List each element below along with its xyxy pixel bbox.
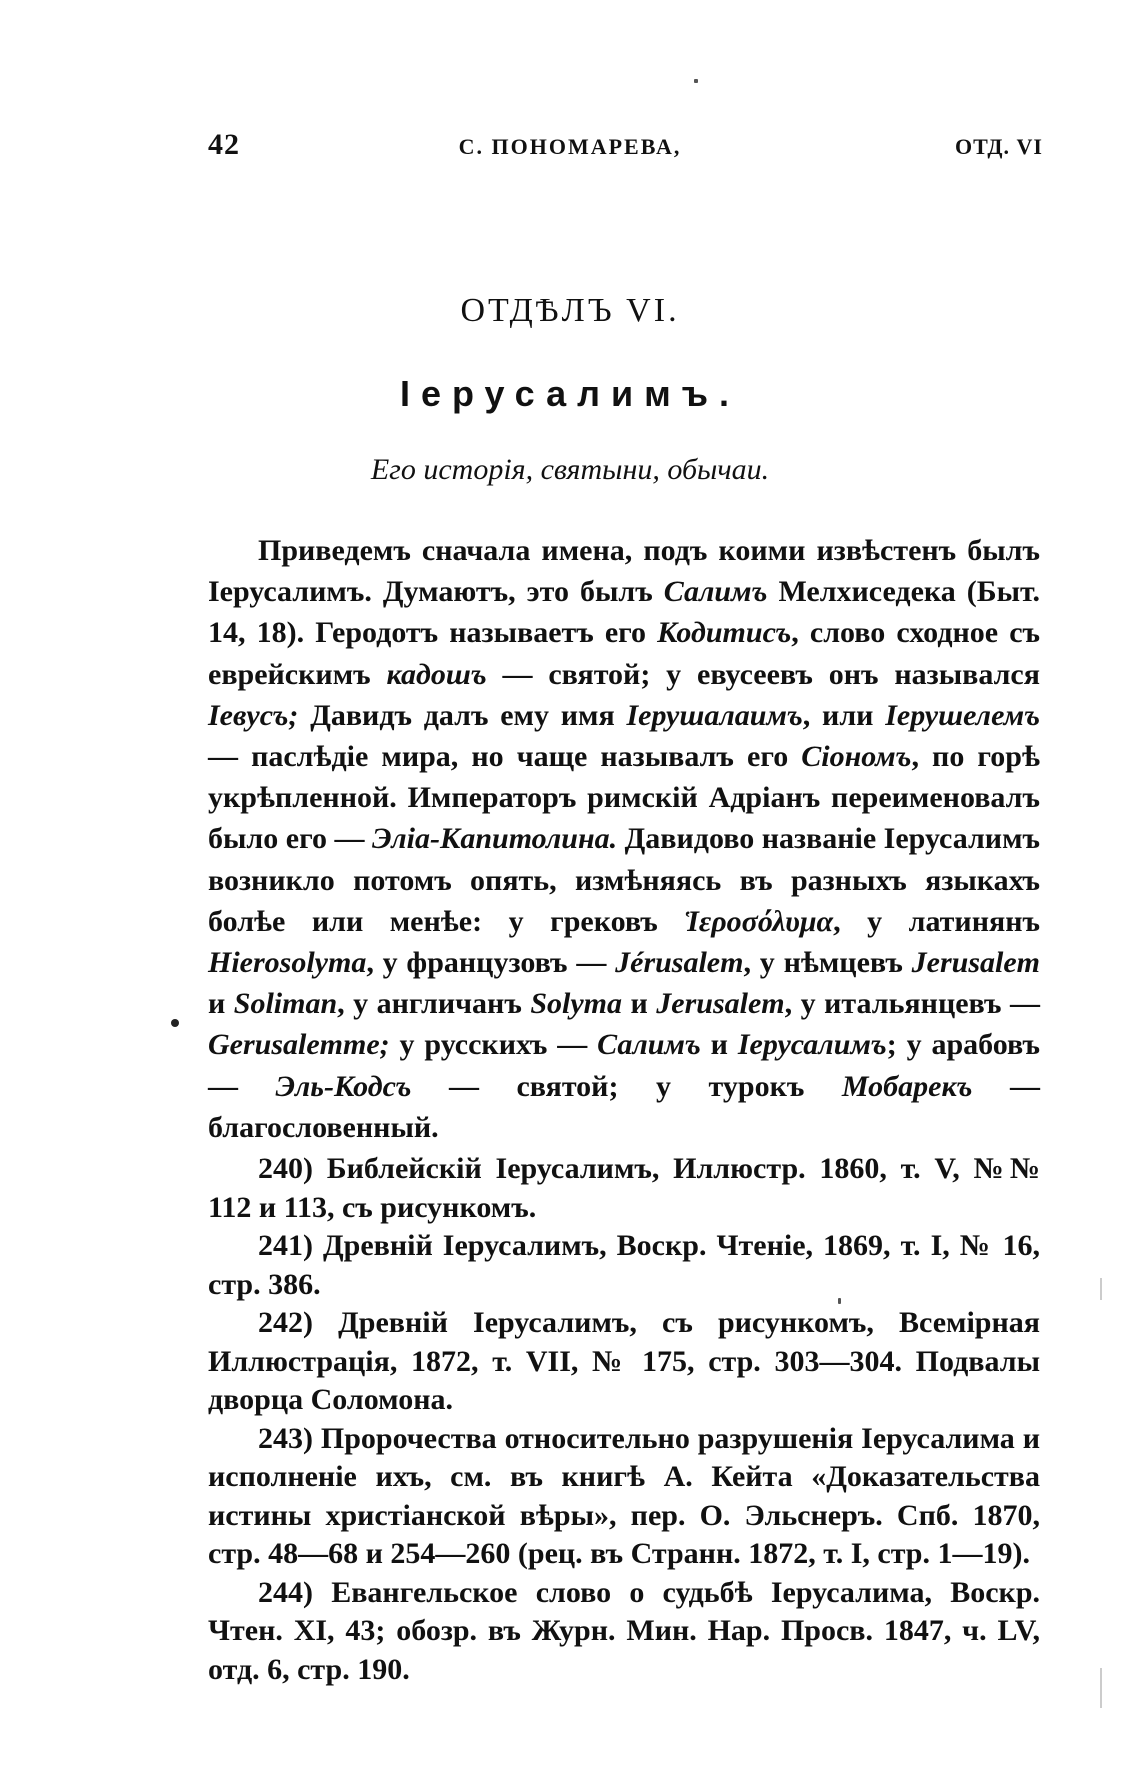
italic-term: Іерушалаимъ xyxy=(626,698,803,732)
text-run: , у итальянцевъ — xyxy=(784,987,1040,1021)
italic-term: кадошъ xyxy=(386,657,487,691)
text-run: у русскихъ — xyxy=(389,1028,598,1062)
text-run: — святой; у турокъ xyxy=(411,1069,842,1103)
scan-speck xyxy=(838,1298,841,1304)
text-run: — благословенный. xyxy=(208,1069,1040,1144)
text-run: — паслѣдіе мира, но чаще называлъ его xyxy=(208,740,802,774)
text-run: — святой; у евусеевъ онъ назывался xyxy=(486,657,1040,691)
bibliography-entry-240: 240) Библейскій Іерусалимъ, Иллюстр. 1860, т. V, №№ 112 и 113, съ рисункомъ. xyxy=(208,1152,1040,1224)
italic-term: Jérusalem xyxy=(615,946,744,980)
text-run: , по горѣ укрѣпленной. Императоръ римскій Адріанъ переименовалъ было его — xyxy=(208,740,1040,856)
italic-term: Ἱεροσόλυμα xyxy=(684,904,834,938)
italic-term: Solyma xyxy=(530,987,622,1021)
italic-term: Эль-Кодсъ xyxy=(275,1069,412,1103)
italic-term: Іерусалимъ xyxy=(737,1028,887,1062)
running-title: С. ПОНОМАРЕВА, xyxy=(458,134,682,159)
italic-term: Hierosolyma xyxy=(208,946,367,980)
italic-term: Кодитисъ xyxy=(657,616,792,650)
text-run: , слово сходное съ еврейскимъ xyxy=(208,616,1041,691)
text-run: Мелхиседека (Быт. 14, 18). Геродотъ называетъ его xyxy=(208,575,1040,650)
scan-edge-mark xyxy=(1100,1668,1102,1708)
text-run: , у англичанъ xyxy=(337,987,531,1021)
italic-term: Іевусъ; xyxy=(208,698,299,732)
text-run: и xyxy=(700,1028,738,1062)
running-section-ref: ОТД. VI xyxy=(955,134,1043,159)
text-run: ; у арабовъ — xyxy=(208,1028,1040,1103)
page-number: 42 xyxy=(208,128,240,161)
text-run: , у французовъ — xyxy=(366,946,616,980)
italic-term: Іерушелемъ xyxy=(885,698,1040,732)
italic-term: Jerusalem xyxy=(911,946,1040,980)
bibliography-list xyxy=(208,1150,1040,1689)
running-head xyxy=(0,128,1140,168)
italic-term: Салимъ xyxy=(597,1028,701,1062)
scan-edge-mark xyxy=(1100,1278,1102,1300)
body-text xyxy=(208,530,1040,1689)
text-run: Приведемъ сначала имена, подъ коими извѣстенъ былъ Іерусалимъ. Думаютъ, это былъ xyxy=(208,534,1040,609)
section-title: Іерусалимъ. xyxy=(399,373,741,414)
italic-term: Jerusalem xyxy=(656,987,785,1021)
bibliography-entry-244: 244) Евангельское слово о судьбѣ Іерусалима, Воскр. Чтен. XI, 43; обозр. въ Журн. Мин. Нар. Просв. 1847, ч. LV, отд. 6, стр. 190. xyxy=(208,1575,1040,1686)
italic-term: Эліа-Капитолина. xyxy=(371,822,618,856)
text-run: Давидъ далъ ему имя xyxy=(298,698,627,732)
italic-term: Gerusalemme; xyxy=(208,1028,390,1062)
bibliography-entry-241: 241) Древній Іерусалимъ, Воскр. Чтеніе, 1869, т. I, № 16, стр. 386. xyxy=(208,1229,1040,1301)
text-run: , у латинянъ xyxy=(833,904,1040,938)
section-heading: ОТДѢЛЪ VI. xyxy=(460,292,680,329)
scan-speck xyxy=(694,79,698,83)
text-run: и xyxy=(208,987,234,1021)
text-run: и xyxy=(622,987,657,1021)
text-run: Давидово названіе Іерусалимъ возникло потомъ опять, измѣняясь въ разныхъ языкахъ болѣе или менѣе: у грековъ xyxy=(208,822,1041,938)
section-subtitle: Его исторія, святыни, обычаи. xyxy=(370,453,770,486)
italic-term: Мобарекъ xyxy=(841,1069,973,1103)
bibliography-entry-242: 242) Древній Іерусалимъ, съ рисункомъ, Всемірная Иллюстрація, 1872, т. VII, № 175, стр. 303—304. Подвалы дворца Соломона. xyxy=(208,1306,1040,1417)
italic-term: Сіономъ xyxy=(801,740,912,774)
bibliography-entry-243: 243) Пророчества относительно разрушенія Іерусалима и исполненіе ихъ, см. въ книгѣ А. Кейта «Доказательства истины христіанской вѣры», пер. О. Эльснеръ. Спб. 1870, стр. 48—68 и 254—260 (рец. въ Странн. 1872, т. I, стр. 1—19). xyxy=(208,1421,1040,1571)
intro-paragraph xyxy=(208,530,1040,1148)
italic-term: Soliman xyxy=(233,987,338,1021)
italic-term: Салимъ xyxy=(663,575,768,609)
text-run: , у нѣмцевъ xyxy=(743,946,912,980)
text-run: , или xyxy=(802,698,886,732)
margin-dot xyxy=(171,1019,179,1027)
